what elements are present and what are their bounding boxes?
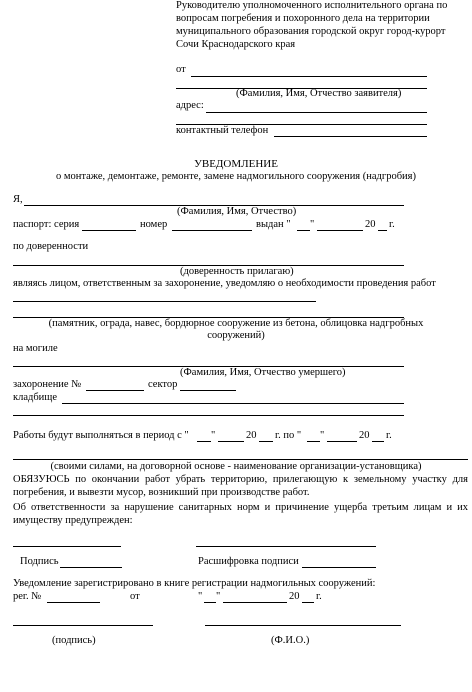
deceased-fio-hint: (Фамилия, Имя, Отчество умершего) bbox=[180, 367, 346, 378]
proxy-label: по доверенности bbox=[13, 241, 89, 252]
reg-quote-open: " bbox=[198, 591, 203, 602]
registrar-signature-hint: (подпись) bbox=[52, 635, 96, 646]
period-end-month-field[interactable] bbox=[327, 441, 357, 442]
applicant-fio-hint-2: (Фамилия, Имя, Отчество) bbox=[177, 206, 297, 217]
sector-label: сектор bbox=[148, 379, 178, 390]
passport-number-field[interactable] bbox=[172, 230, 252, 231]
responsible-text: являясь лицом, ответственным за захоронение, уведомляю о необходимости проведения работ bbox=[13, 278, 436, 289]
period-start-month-field[interactable] bbox=[218, 441, 244, 442]
reg-number-field[interactable] bbox=[47, 602, 100, 603]
period-start-year-field[interactable] bbox=[259, 441, 273, 442]
method-hint: (своими силами, на договорной основе - наименование организации-установщика) bbox=[50, 461, 422, 472]
signature-field[interactable] bbox=[60, 567, 122, 568]
works-hint-line-1: (памятник, ограда, навес, бордюрное сооружение из бетона, облицовка надгробных bbox=[48, 318, 424, 329]
sector-field[interactable] bbox=[180, 390, 236, 391]
period-end-quote: " bbox=[320, 430, 325, 441]
passport-series-label: паспорт: серия bbox=[13, 219, 80, 230]
document-title: УВЕДОМЛЕНИЕ bbox=[194, 158, 278, 170]
reg-number-label: рег. № bbox=[13, 591, 42, 602]
passport-series-field[interactable] bbox=[82, 230, 136, 231]
signature-decode-field[interactable] bbox=[302, 567, 376, 568]
passport-number-label: номер bbox=[140, 219, 168, 230]
reg-from-label: от bbox=[130, 591, 140, 602]
registrar-fio-hint: (Ф.И.О.) bbox=[271, 635, 310, 646]
decode-field-top[interactable] bbox=[196, 546, 376, 547]
period-start-year-prefix: 20 bbox=[246, 430, 257, 441]
passport-day-field[interactable] bbox=[297, 230, 310, 231]
liability-warning: Об ответственности за нарушение санитарных норм и причинение ущерба третьим лицам и их имуществу предупрежден: bbox=[13, 502, 468, 526]
method-field[interactable] bbox=[13, 459, 468, 460]
passport-month-field[interactable] bbox=[317, 230, 363, 231]
works-field-1[interactable] bbox=[13, 301, 316, 302]
reg-quote-close: " bbox=[216, 591, 221, 602]
cemetery-field[interactable] bbox=[62, 403, 404, 404]
addressee-line-2: вопросам погребения и похоронного дела на территории bbox=[176, 13, 430, 24]
passport-year-prefix: 20 bbox=[365, 219, 376, 230]
reg-year-prefix: 20 bbox=[289, 591, 300, 602]
applicant-name-field[interactable] bbox=[191, 76, 427, 77]
document-subtitle: о монтаже, демонтаже, ремонте, замене надмогильного сооружения (надгробия) bbox=[56, 171, 416, 182]
reg-year-suffix: г. bbox=[316, 591, 322, 602]
grave-label: на могиле bbox=[13, 343, 58, 354]
registration-text: Уведомление зарегистрировано в книге регистрации надмогильных сооружений: bbox=[13, 578, 376, 589]
reg-month-field[interactable] bbox=[223, 602, 287, 603]
period-end-day-field[interactable] bbox=[307, 441, 320, 442]
works-hint-line-2: сооружений) bbox=[207, 330, 265, 341]
from-label: от bbox=[176, 64, 186, 75]
burial-number-field[interactable] bbox=[86, 390, 144, 391]
obligation-text: ОБЯЗУЮСЬ по окончании работ убрать территорию, прилегающую к земельному участку для погребения, и вывезти мусор, возникший при производстве работ. bbox=[13, 474, 468, 498]
period-start-quote: " bbox=[211, 430, 216, 441]
passport-quote-close: " bbox=[310, 219, 315, 230]
address-label: адрес: bbox=[176, 100, 204, 111]
addressee-line-1: Руководителю уполномоченного исполнительного органа по bbox=[176, 0, 448, 11]
passport-issued-label: выдан " bbox=[256, 219, 291, 230]
phone-field[interactable] bbox=[274, 136, 427, 137]
passport-year-suffix: г. bbox=[389, 219, 395, 230]
addressee-line-3: муниципального образования городской округ город-курорт bbox=[176, 26, 446, 37]
period-end-suffix: г. bbox=[386, 430, 392, 441]
ya-label: Я, bbox=[13, 194, 23, 205]
period-to-label: г. по " bbox=[275, 430, 302, 441]
signature-field-top[interactable] bbox=[13, 546, 121, 547]
period-start-day-field[interactable] bbox=[197, 441, 211, 442]
passport-year-field[interactable] bbox=[378, 230, 387, 231]
registrar-signature-field[interactable] bbox=[13, 625, 153, 626]
signature-label: Подпись bbox=[20, 556, 59, 567]
addressee-line-4: Сочи Краснодарского края bbox=[176, 39, 296, 50]
proxy-hint: (доверенность прилагаю) bbox=[180, 266, 294, 277]
cemetery-label: кладбище bbox=[13, 392, 58, 403]
applicant-fio-hint: (Фамилия, Имя, Отчество заявителя) bbox=[236, 88, 402, 99]
address-field[interactable] bbox=[206, 112, 427, 113]
phone-label: контактный телефон bbox=[176, 125, 269, 136]
burial-number-label: захоронение № bbox=[13, 379, 82, 390]
signature-decode-label: Расшифровка подписи bbox=[198, 556, 299, 567]
period-start-text: Работы будут выполняться в период с " bbox=[13, 430, 189, 441]
registrar-fio-field[interactable] bbox=[205, 625, 401, 626]
cemetery-field-2[interactable] bbox=[13, 415, 404, 416]
period-end-year-field[interactable] bbox=[372, 441, 384, 442]
period-end-year-prefix: 20 bbox=[359, 430, 370, 441]
reg-year-field[interactable] bbox=[302, 602, 314, 603]
reg-day-field[interactable] bbox=[204, 602, 216, 603]
